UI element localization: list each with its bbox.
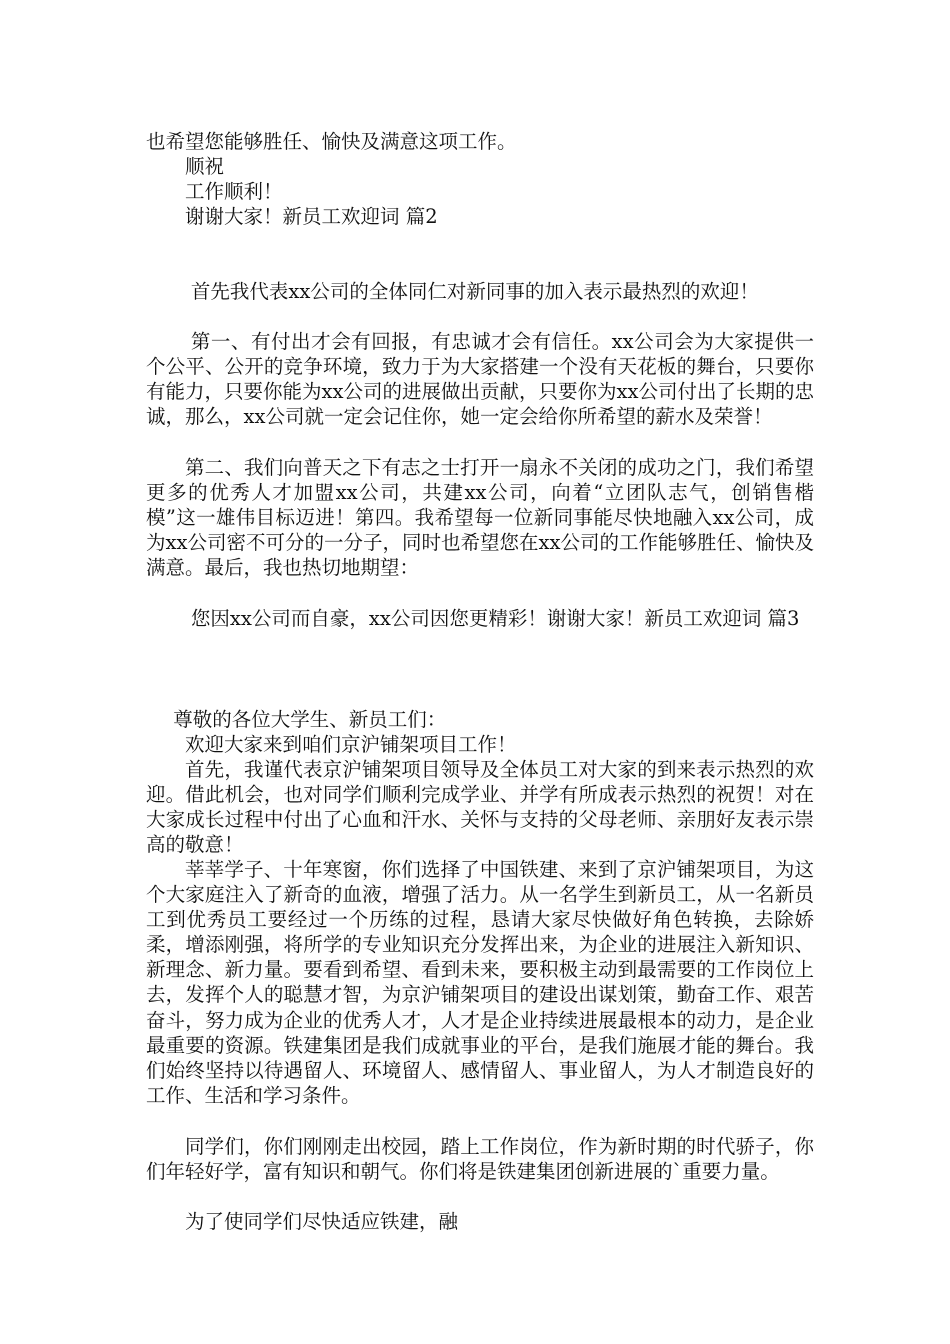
paragraph-first: 第一、有付出才会有回报，有忠诚才会有信任。xx公司会为大家提供一个公平、公开的竞争环境，致力于为大家搭建一个没有天花板的舞台，只要你有能力，只要你能为xx公司的进展做出贡献，只要你为xx公司付出了长期的忠诚，那么，xx公司就一定会记住你，她一定会给你所希望的薪水及荣誉！ (146, 330, 814, 429)
salutation: 尊敬的各位大学生、新员工们： (173, 708, 447, 731)
paragraph-classmates: 同学们，你们刚刚走出校园，踏上工作岗位，作为新时期的时代骄子，你们年轻好学，富有知识和朝气。你们将是铁建集团创新进展的`重要力量。 (146, 1135, 814, 1184)
wish-line: 工作顺利！ (185, 180, 283, 203)
thanks-and-heading-2: 谢谢大家！新员工欢迎词 篇2 (185, 205, 438, 228)
welcome-line: 欢迎大家来到咱们京沪铺架项目工作！ (185, 733, 517, 756)
paragraph-gratitude: 首先，我谨代表京沪铺架项目领导及全体员工对大家的到来表示热烈的欢迎。借此机会，也对同学们顺利完成学业、并学有所成表示热烈的祝贺！对在大家成长过程中付出了心血和汗水、关怀与支持的父母老师、亲朋好友表示崇高的敬意！ (146, 758, 814, 857)
regards-line: 顺祝 (185, 155, 225, 178)
paragraph-proud-and-heading-3: 您因xx公司而自豪，xx公司因您更精彩！谢谢大家！新员工欢迎词 篇3 (190, 607, 800, 630)
paragraph-students: 莘莘学子、十年寒窗，你们选择了中国铁建、来到了京沪铺架项目，为这个大家庭注入了新奇的血液，增强了活力。从一名学生到新员工，从一名新员工到优秀员工要经过一个历练的过程，恳请大家尽快做好角色转换，去除娇柔，增添刚强，将所学的专业知识充分发挥出来，为企业的进展注入新知识、新理念、新力量。要看到希望、看到未来，要积极主动到最需要的工作岗位上去，发挥个人的聪慧才智，为京沪铺架项目的建设出谋划策，勤奋工作、艰苦奋斗，努力成为企业的优秀人才，人才是企业持续进展最根本的动力，是企业最重要的资源。铁建集团是我们成就事业的平台，是我们施展才能的舞台。我们始终坚持以待遇留人、环境留人、感情留人、事业留人，为人才制造良好的工作、生活和学习条件。 (146, 858, 814, 1107)
closing-line: 也希望您能够胜任、愉快及满意这项工作。 (146, 130, 517, 153)
paragraph-second: 第二、我们向普天之下有志之士打开一扇永不关闭的成功之门，我们希望更多的优秀人才加盟xx公司，共建xx公司，向着“立团队志气，创销售楷模”这一雄伟目标迈进！第四。我希望每一位新同事能尽快地融入xx公司，成为xx公司密不可分的一分子，同时也希望您在xx公司的工作能够胜任、愉快及满意。最后，我也热切地期望： (146, 456, 814, 580)
paragraph-adapt: 为了使同学们尽快适应铁建，融 (185, 1210, 459, 1233)
paragraph-welcome: 首先我代表xx公司的全体同仁对新同事的加入表示最热烈的欢迎！ (190, 280, 759, 303)
